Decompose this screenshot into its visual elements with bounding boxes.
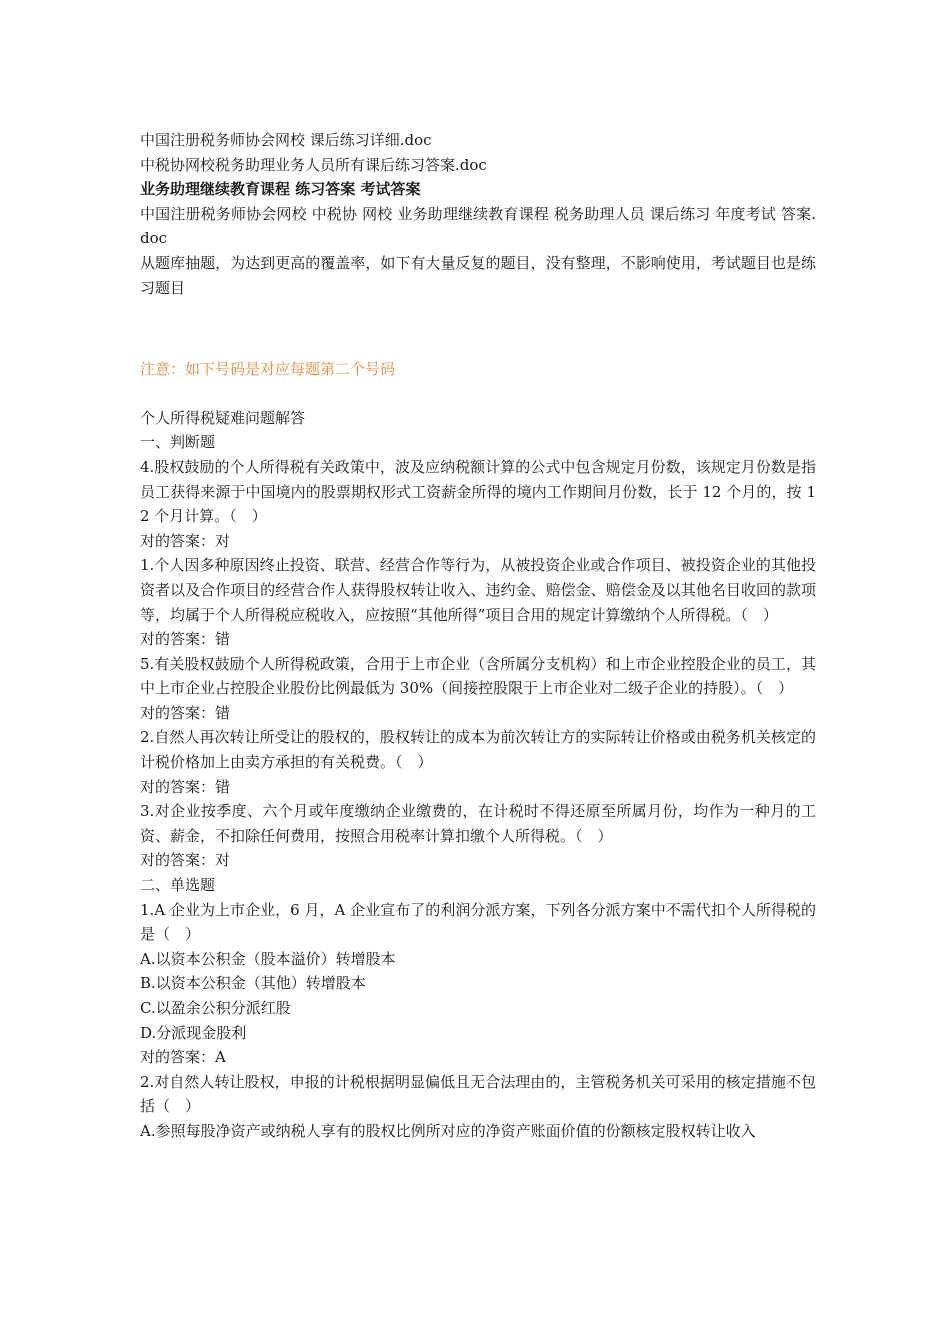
- answer-text: 对的答案：A: [140, 1048, 226, 1067]
- option-text: A.参照每股净资产或纳税人享有的股权比例所对应的净资产账面价值的份额核定股权转让收入: [140, 1121, 756, 1140]
- option-text: C.以盈余公积分派红股: [140, 999, 291, 1017]
- answer-text: 对的答案：对: [140, 531, 231, 550]
- answer-text: 对的答案：对: [140, 851, 231, 870]
- answer-text: 对的答案：错: [140, 777, 231, 796]
- question-text: 1.个人因多种原因终止投资、联营、经营合作等行为，从被投资企业或合作项目、被投资企业的其他投资者以及合作项目的经营合作人获得股权转让收入、违约金、赔偿金、赔偿金及以其他名目收回的款项等，均属于个人所得税应税收入，应按照“其他所得”项目合用的规定计算缴纳个人所得税。（ ）: [140, 556, 816, 624]
- part2-heading: 二、单选题: [140, 876, 216, 895]
- option-text: D.分派现金股利: [140, 1023, 247, 1042]
- question-text: 3.对企业按季度、六个月或年度缴纳企业缴费的，在计税时不得还原至所属月份，均作为一种月的工资、薪金，不扣除任何费用，按照合用税率计算扣缴个人所得税。（ ）: [140, 802, 816, 845]
- document-page: [140, 128, 816, 1144]
- option-text: A.以资本公积金（股本溢价）转增股本: [140, 949, 396, 968]
- answer-text: 对的答案：错: [140, 703, 231, 722]
- header-line-1: 中国注册税务师协会网校 课后练习详细.doc: [140, 131, 432, 149]
- bold-title: 业务助理继续教育课程 练习答案 考试答案: [140, 180, 421, 199]
- section-title: 个人所得税疑难问题解答: [140, 408, 306, 427]
- option-text: B.以资本公积金（其他）转增股本: [140, 974, 366, 993]
- part1-heading: 一、判断题: [140, 433, 216, 452]
- notice-text: 注意：如下号码是对应每题第二个号码: [140, 360, 396, 379]
- question-text: 2.对自然人转让股权，申报的计税根据明显偏低且无合法理由的，主管税务机关可采用的核定措施不包括（ ）: [140, 1072, 816, 1116]
- question-text: 4.股权鼓励的个人所得税有关政策中，波及应纳税额计算的公式中包含规定月份数，该规定月份数是指员工获得来源于中国境内的股票期权形式工资薪金所得的境内工作期间月份数，长于 12 个月的，按 12 个月计算。（ ）: [140, 457, 816, 526]
- answer-text: 对的答案：错: [140, 630, 231, 649]
- header-line-5: 从题库抽题，为达到更高的覆盖率，如下有大量反复的题目，没有整理，不影响使用，考试题目也是练习题目: [140, 253, 816, 297]
- header-line-2: 中税协网校税务助理业务人员所有课后练习答案.doc: [140, 155, 487, 174]
- question-text: 1.A 企业为上市企业，6 月，A 企业宣布了的利润分派方案，下列各分派方案中不需代扣个人所得税的是（ ）: [140, 900, 816, 944]
- question-text: 2.自然人再次转让所受让的股权的，股权转让的成本为前次转让方的实际转让价格或由税务机关核定的计税价格加上由卖方承担的有关税费。（ ）: [140, 728, 816, 772]
- question-text: 5.有关股权鼓励个人所得税政策，合用于上市企业（含所属分支机构）和上市企业控股企业的员工，其中上市企业占控股企业股份比例最低为 30%（间接控股限于上市企业对二级子企业的持股）。（ ）: [140, 654, 816, 698]
- header-line-4: 中国注册税务师协会网校 中税协 网校 业务助理继续教育课程 税务助理人员 课后练习 年度考试 答案.doc: [140, 204, 816, 248]
